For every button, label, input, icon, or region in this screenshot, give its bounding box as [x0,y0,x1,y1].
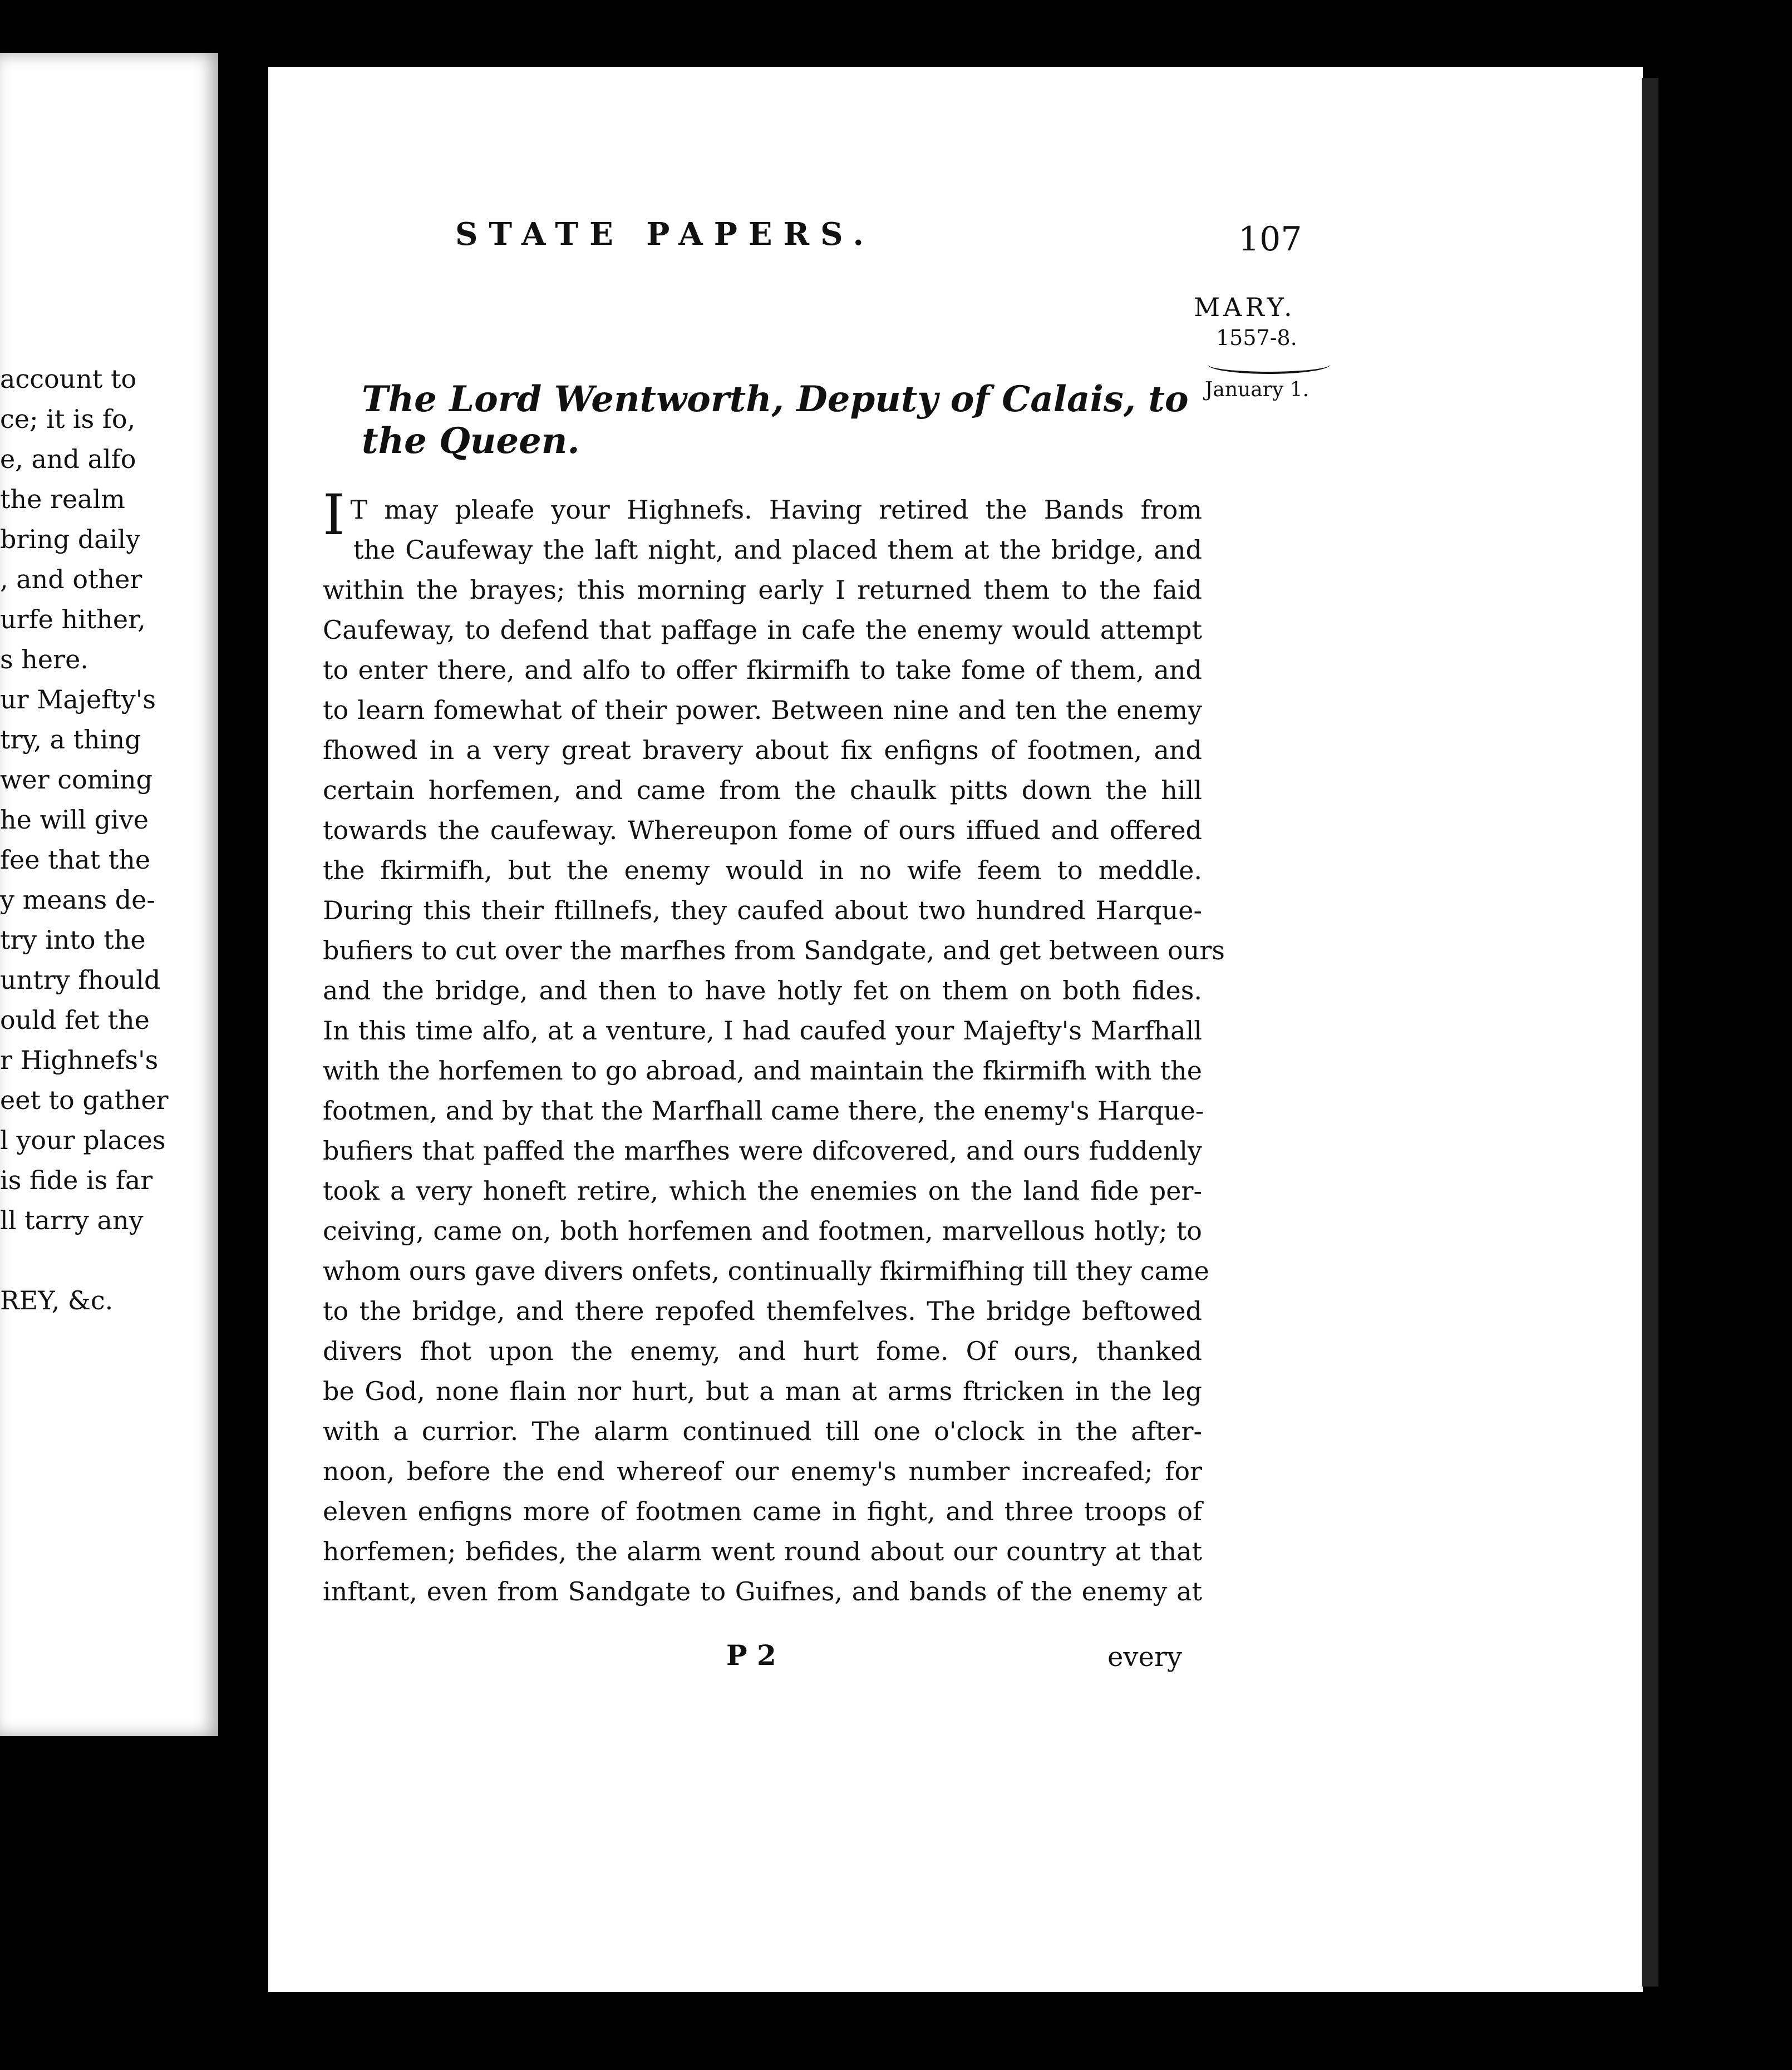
margin-year: 1557-8. [1216,326,1297,350]
text-line: towards the caufeway. Whereupon fome of ours iffued and offered [323,815,1202,845]
text-line: noon, before the end whereof our enemy's number increafed; for [323,1456,1202,1486]
text-line: the Caufeway the laft night, and placed them at the bridge, and [353,535,1202,565]
left-page-line: is fide is far [0,1165,153,1195]
drop-cap: I [323,482,345,548]
letter-title: The Lord Wentworth, Deputy of Calais, to the Queen. [362,378,1189,462]
page-edge [1642,78,1658,1987]
text-line: In this time alfo, at a venture, I had caufed your Majefty's Marfhall [323,1016,1202,1046]
text-line: whom ours gave divers onfets, continually fkirmifhing till they came [323,1256,1209,1286]
left-page-line: ce; it is fo, [0,404,136,434]
left-page-line: fee that the [0,845,151,875]
left-page-line: the realm [0,484,125,514]
left-page-line: ur Majefty's [0,684,156,714]
left-page [0,53,218,1736]
left-page-line: , and other [0,564,142,594]
left-page-line: wer coming [0,765,153,795]
margin-sovereign: MARY. [1194,292,1296,322]
left-page-line: he will give [0,805,149,835]
left-page-line: l your places [0,1125,166,1155]
running-title: STATE PAPERS. [455,216,875,253]
text-line: took a very honeft retire, which the enemies on the land fide per- [323,1176,1202,1206]
text-line: During this their ftillnefs, they caufed about two hundred Harque- [323,895,1202,925]
text-line: the fkirmifh, but the enemy would in no wife feem to meddle. [323,855,1202,885]
left-page-line: ould fet the [0,1005,150,1035]
text-line: divers fhot upon the enemy, and hurt fome. Of ours, thanked [323,1336,1202,1366]
text-line: and the bridge, and then to have hotly fet on them on both fides. [323,975,1202,1006]
text-line: to the bridge, and there repofed themfelves. The bridge beftowed [323,1296,1202,1326]
text-line: to enter there, and alfo to offer fkirmifh to take fome of them, and [323,655,1202,685]
signature-mark: P 2 [726,1639,776,1672]
text-line: with the horfemen to go abroad, and maintain the fkirmifh with the [323,1056,1202,1086]
text-line: certain horfemen, and came from the chaulk pitts down the hill [323,775,1202,805]
left-page-line: try, a thing [0,724,141,755]
text-line: fhowed in a very great bravery about fix enfigns of footmen, and [323,735,1202,765]
text-line: to learn fomewhat of their power. Between nine and ten the enemy [323,695,1202,725]
text-line: footmen, and by that the Marfhall came there, the enemy's Harque- [323,1096,1204,1126]
left-page-line: r Highnefs's [0,1045,159,1075]
page-number: 107 [1238,220,1302,259]
margin-date: January 1. [1205,378,1309,401]
left-page-line: account to [0,364,137,394]
text-line: with a currior. The alarm continued till one o'clock in the after- [323,1416,1202,1446]
left-page-line: urfe hither, [0,604,146,634]
margin-brace [1208,355,1330,374]
left-page-line: REY, &c. [0,1285,114,1315]
text-line: within the brayes; this morning early I returned them to the faid [323,575,1202,605]
left-page-line: ll tarry any [0,1205,144,1235]
left-page-line: try into the [0,925,146,955]
catchword: every [1107,1642,1182,1673]
letter-body [323,482,1225,1611]
left-page-line: e, and alfo [0,444,136,474]
text-line: ceiving, came on, both horfemen and footmen, marvellous hotly; to [323,1216,1202,1246]
left-page-line: eet to gather [0,1085,169,1115]
text-line: be God, none flain nor hurt, but a man at arms ftricken in the leg [323,1376,1202,1406]
left-page-line: y means de- [0,885,155,915]
left-page-line: s here. [0,644,88,674]
text-line: bufiers that paffed the marfhes were difcovered, and ours fuddenly [323,1136,1202,1166]
text-line: Caufeway, to defend that paffage in cafe the enemy would attempt [323,615,1202,645]
text-line: eleven enfigns more of footmen came in fight, and three troops of [323,1496,1202,1526]
text-line: inftant, even from Sandgate to Guifnes, and bands of the enemy at [323,1576,1202,1606]
left-page-line: bring daily [0,524,141,554]
book-gutter [218,45,268,2031]
left-page-line: untry fhould [0,965,161,995]
text-line: horfemen; befides, the alarm went round about our country at that [323,1536,1202,1566]
text-line: bufiers to cut over the marfhes from Sandgate, and get between ours [323,935,1225,965]
text-line: T may pleafe your Highnefs. Having retired the Bands from [350,495,1202,525]
